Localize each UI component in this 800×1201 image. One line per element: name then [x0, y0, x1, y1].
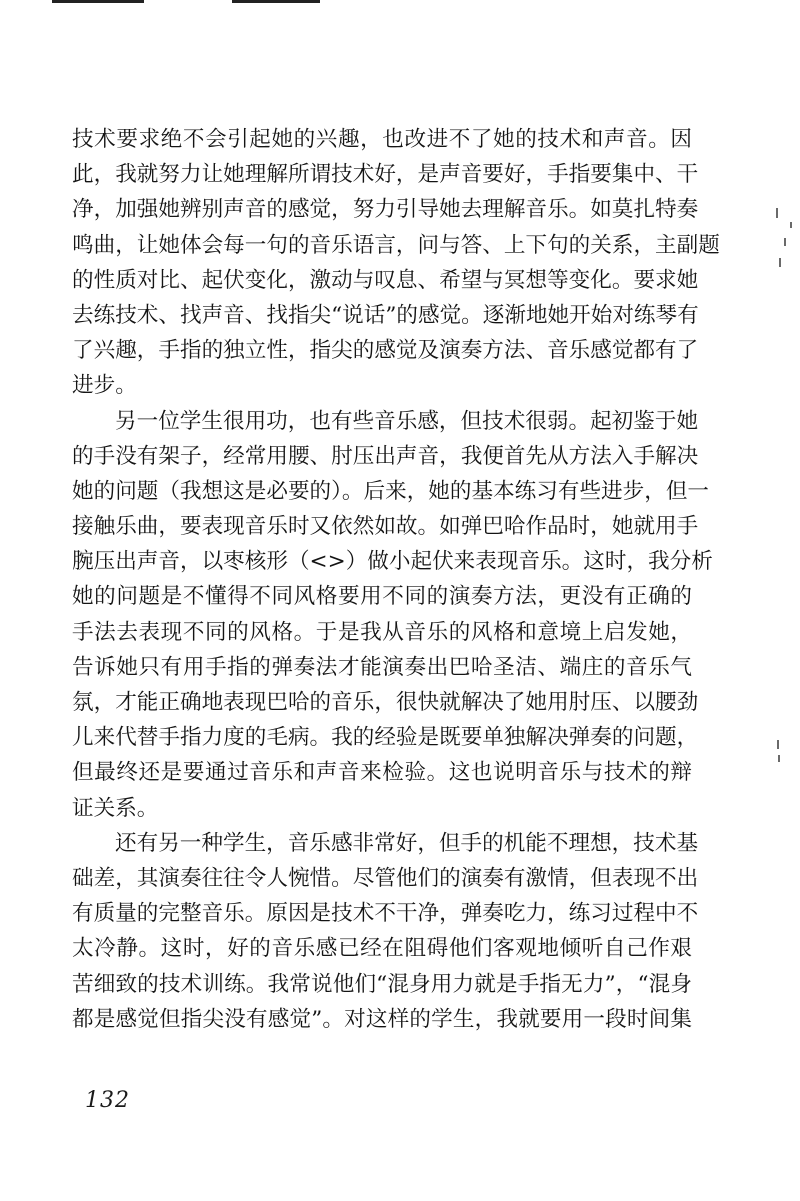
margin-speck	[778, 755, 780, 762]
text-line: 手法去表现不同的风格。于是我从音乐的风格和意境上启发她，	[72, 619, 692, 645]
text-line: 她的问题（我想这是必要的）。后来，她的基本练习有些进步，但一	[72, 478, 710, 504]
text-line: 的性质对比、起伏变化，激动与叹息、希望与冥想等变化。要求她	[72, 267, 699, 293]
margin-speck	[776, 208, 778, 218]
paragraph-start-line: 另一位学生很用功，也有些音乐感，但技术很弱。起初鉴于她	[115, 408, 699, 434]
text-line: 苦细致的技术训练。我常说他们“混身用力就是手指无力”，“混身	[72, 971, 692, 997]
text-line: 的手没有架子，经常用腰、肘压出声音，我便首先从方法入手解决	[72, 443, 699, 469]
margin-speck	[779, 258, 781, 267]
text-line: 技术要求绝不会引起她的兴趣，也改进不了她的技术和声音。因	[72, 127, 692, 152]
margin-speck	[777, 740, 779, 749]
text-line: 净，加强她辨别声音的感觉，努力引导她去理解音乐。如莫扎特奏	[72, 197, 699, 223]
text-line: 氛，才能正确地表现巴哈的音乐，很快就解决了她用肘压、以腰劲	[72, 690, 699, 715]
margin-speck	[784, 238, 786, 246]
text-line: 了兴趣，手指的独立性，指尖的感觉及演奏方法、音乐感觉都有了	[72, 338, 699, 364]
margin-speck	[790, 222, 792, 228]
text-line: 腕压出声音，以枣核形（<>）做小起伏来表现音乐。这时，我分析	[72, 549, 713, 575]
text-line: 但最终还是要通过音乐和声音来检验。这也说明音乐与技术的辩	[72, 760, 692, 786]
text-line: 础差，其演奏往往令人惋惜。尽管他们的演奏有激情，但表现不出	[72, 865, 699, 891]
text-line: 此，我就努力让她理解所谓技术好，是声音要好，手指要集中、干	[72, 162, 699, 188]
text-line: 证关系。	[72, 795, 159, 821]
text-line: 她的问题是不懂得不同风格要用不同的演奏方法，更没有正确的	[72, 584, 692, 610]
text-line: 有质量的完整音乐。原因是技术不干净，弹奏吃力，练习过程中不	[72, 901, 699, 927]
paragraph-start-line: 还有另一种学生，音乐感非常好，但手的机能不理想，技术基	[115, 830, 699, 856]
text-line: 告诉她只有用手指的弹奏法才能演奏出巴哈圣洁、端庄的音乐气	[72, 654, 692, 680]
text-line: 儿来代替手指力度的毛病。我的经验是既要单独解决弹奏的问题，	[72, 725, 699, 751]
text-line: 都是感觉但指尖没有感觉”。对这样的学生，我就要用一段时间集	[72, 1006, 692, 1032]
text-line: 鸣曲，让她体会每一句的音乐语言，问与答、上下句的关系，主副题	[72, 232, 720, 258]
page-number: 132	[85, 1088, 130, 1113]
text-line: 太冷静。这时，好的音乐感已经在阻碍他们客观地倾听自己作艰	[72, 936, 692, 962]
text-line: 进步。	[72, 373, 137, 399]
top-edge-rule-left	[52, 0, 144, 3]
body-text	[72, 122, 720, 1037]
text-line: 接触乐曲，要表现音乐时又依然如故。如弹巴哈作品时，她就用手	[72, 514, 699, 540]
top-edge-rule-right	[232, 0, 320, 3]
text-line: 去练技术、找声音、找指尖“说话”的感觉。逐渐地她开始对练琴有	[72, 302, 699, 328]
